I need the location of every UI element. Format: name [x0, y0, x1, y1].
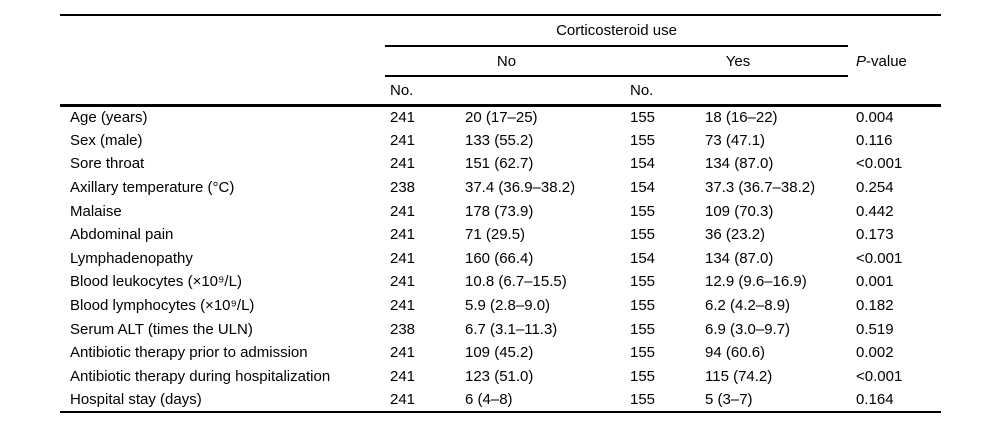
yes-value-cell: 18 (16–22)	[705, 109, 778, 127]
corticosteroid-comparison-table	[60, 14, 941, 413]
yes-count-cell: 154	[630, 179, 656, 197]
table-row	[60, 341, 941, 365]
no-value-cell: 10.8 (6.7–15.5)	[465, 273, 567, 291]
yes-count-cell: 155	[630, 109, 656, 127]
yes-count-cell: 155	[630, 344, 656, 362]
yes-count-cell: 155	[630, 297, 656, 315]
no-count-header: No.	[385, 76, 462, 105]
group-header-row	[60, 15, 941, 46]
row-label: Axillary temperature (°C)	[70, 179, 235, 197]
no-group-header: No	[385, 46, 628, 76]
table-row	[60, 105, 941, 129]
row-label: Blood leukocytes (×10⁹/L)	[70, 273, 242, 291]
no-value-cell: 160 (66.4)	[465, 249, 534, 267]
table-row	[60, 365, 941, 389]
no-count-cell: 241	[390, 367, 416, 385]
empty-cell	[848, 76, 941, 105]
yes-value-cell: 36 (23.2)	[705, 226, 766, 244]
yes-value-cell: 6.9 (3.0–9.7)	[705, 320, 791, 338]
group-header: Corticosteroid use	[385, 15, 848, 46]
no-count-cell: 241	[390, 226, 416, 244]
yes-value-cell: 73 (47.1)	[705, 131, 766, 149]
table-row	[60, 152, 941, 176]
p-value-cell: 0.116	[856, 131, 893, 149]
yes-value-cell: 5 (3–7)	[705, 390, 753, 408]
p-value-cell: 0.002	[856, 344, 894, 362]
p-value-cell: 0.182	[856, 297, 894, 315]
yes-value-cell: 115 (74.2)	[705, 367, 773, 385]
yes-value-cell: 134 (87.0)	[705, 249, 774, 267]
row-label: Age (years)	[70, 109, 148, 127]
yes-count-cell: 155	[630, 131, 656, 149]
table-row	[60, 294, 941, 318]
p-value-header	[848, 46, 941, 76]
yes-value-cell: 109 (70.3)	[705, 202, 774, 220]
yes-count-cell: 155	[630, 202, 656, 220]
no-value-cell: 6.7 (3.1–11.3)	[465, 320, 558, 338]
p-value-cell: 0.442	[856, 202, 894, 220]
no-value-cell: 6 (4–8)	[465, 390, 513, 408]
no-count-cell: 241	[390, 273, 416, 291]
p-value-cell: 0.004	[856, 109, 894, 127]
table-row	[60, 317, 941, 341]
no-count-cell: 241	[390, 155, 416, 173]
row-label: Sore throat	[70, 155, 145, 173]
table-row	[60, 247, 941, 271]
empty-cell	[60, 46, 385, 76]
yes-count-cell: 154	[630, 155, 656, 173]
no-value-cell: 37.4 (36.9–38.2)	[465, 179, 576, 197]
yes-count-cell: 154	[630, 249, 656, 267]
yes-count-cell: 155	[630, 320, 656, 338]
no-value-cell: 5.9 (2.8–9.0)	[465, 297, 551, 315]
yes-value-cell: 94 (60.6)	[705, 344, 766, 362]
row-label: Blood lymphocytes (×10⁹/L)	[70, 297, 255, 315]
yes-count-cell: 155	[630, 226, 656, 244]
no-count-cell: 241	[390, 344, 416, 362]
table-row	[60, 223, 941, 247]
no-count-cell: 241	[390, 297, 416, 315]
no-count-cell: 241	[390, 202, 416, 220]
no-value-cell: 151 (62.7)	[465, 155, 534, 173]
row-label: Serum ALT (times the ULN)	[70, 320, 253, 338]
row-label: Hospital stay (days)	[70, 390, 202, 408]
no-value-cell: 133 (55.2)	[465, 131, 534, 149]
p-value-cell: 0.254	[856, 179, 894, 197]
empty-cell	[703, 76, 848, 105]
table-row	[60, 388, 941, 412]
yes-value-cell: 6.2 (4.2–8.9)	[705, 297, 791, 315]
yes-count-cell: 155	[630, 367, 656, 385]
no-count-cell: 241	[390, 390, 416, 408]
empty-cell	[848, 15, 941, 46]
row-label: Antibiotic therapy prior to admission	[70, 344, 308, 362]
no-count-cell: 238	[390, 179, 416, 197]
row-label: Antibiotic therapy during hospitalization	[70, 367, 331, 385]
empty-cell	[60, 15, 385, 46]
row-label: Malaise	[70, 202, 122, 220]
empty-cell	[60, 76, 385, 105]
p-value-cell: 0.001	[856, 273, 894, 291]
yes-count-header: No.	[628, 76, 703, 105]
no-value-cell: 20 (17–25)	[465, 109, 538, 127]
p-value-cell: 0.173	[856, 226, 894, 244]
table-row	[60, 270, 941, 294]
subgroup-header-row	[60, 46, 941, 76]
p-value-cell: <0.001	[856, 155, 903, 173]
row-label: Abdominal pain	[70, 226, 174, 244]
yes-count-cell: 155	[630, 390, 656, 408]
p-value-header-rest: -value	[866, 52, 907, 70]
yes-value-cell: 37.3 (36.7–38.2)	[705, 179, 816, 197]
no-value-cell: 123 (51.0)	[465, 367, 534, 385]
row-label: Sex (male)	[70, 131, 143, 149]
no-count-cell: 241	[390, 249, 416, 267]
no-value-cell: 71 (29.5)	[465, 226, 526, 244]
table-row	[60, 199, 941, 223]
no-count-cell: 238	[390, 320, 416, 338]
yes-value-cell: 12.9 (9.6–16.9)	[705, 273, 807, 291]
count-header-row	[60, 76, 941, 105]
p-value-cell: 0.164	[856, 390, 894, 408]
yes-count-cell: 155	[630, 273, 656, 291]
p-value-header-italic: P	[856, 52, 867, 70]
yes-value-cell: 134 (87.0)	[705, 155, 774, 173]
empty-cell	[462, 76, 628, 105]
row-label: Lymphadenopathy	[70, 249, 193, 267]
no-count-cell: 241	[390, 109, 416, 127]
no-value-cell: 109 (45.2)	[465, 344, 534, 362]
no-value-cell: 178 (73.9)	[465, 202, 534, 220]
table-row	[60, 176, 941, 200]
p-value-cell: 0.519	[856, 320, 894, 338]
table-row	[60, 129, 941, 153]
no-count-cell: 241	[390, 131, 416, 149]
p-value-cell: <0.001	[856, 249, 903, 267]
yes-group-header: Yes	[628, 46, 848, 76]
p-value-cell: <0.001	[856, 367, 903, 385]
